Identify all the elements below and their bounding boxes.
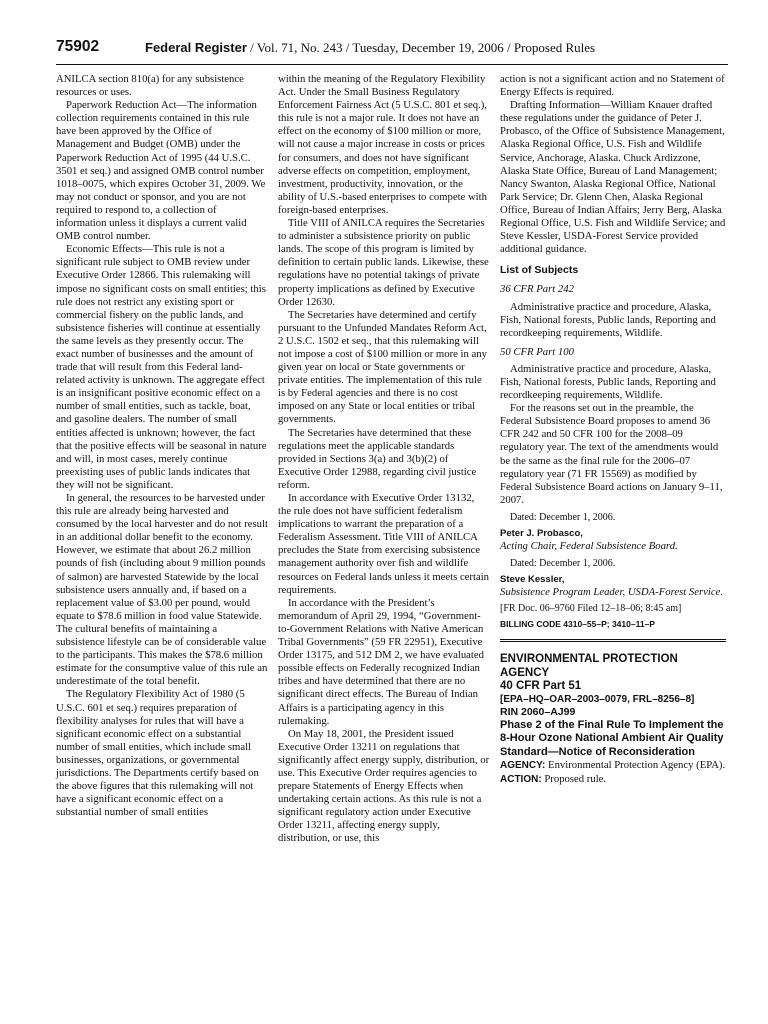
- page-number: 75902: [56, 38, 100, 55]
- action-line: [500, 773, 726, 786]
- column-3: [500, 73, 726, 786]
- cfr-part-number: 40 CFR Part 51: [500, 679, 582, 692]
- agency-value: Environmental Protection Agency (EPA).: [545, 759, 726, 772]
- page-header: [56, 38, 728, 65]
- rule-title: Phase 2 of the Final Rule To Implement the 8-Hour Ozone National Ambient Air Quality Standard—Notice of Reconsideration: [500, 718, 724, 758]
- subjects-list: Administrative practice and procedure, Alaska, Fish, National forests, Public lands, Reporting and recordkeeping requirements, Wildlife.: [500, 362, 716, 402]
- paragraph: Title VIII of ANILCA requires the Secretaries to administer a subsistence priority on public lands. The scope of this program is limited by definition to certain public lands. Likewise, these regulations have no potential takings of private property implications as defined by Executive Order 12630.: [278, 217, 489, 308]
- paragraph: The Regulatory Flexibility Act of 1980 (5 U.S.C. 601 et seq.) requires preparation of flexibility analyses for rules that will have a significant economic effect on a substantial number of small entities, which include small businesses, organizations, or governmental jurisdictions. The Departments certify based on the above figures that this rulemaking will not have a significant economic effect on a substantial number of small entities: [56, 688, 259, 819]
- publication-name: Federal Register: [145, 40, 247, 55]
- paragraph: In accordance with Executive Order 13132, the rule does not have sufficient federalism implications to warrant the preparation of a Federalism Assessment. Title VIII of ANILCA precludes the State from exercising subsistence management authority over fish and wildlife resources on Federal lands unless it meets certain requirements.: [278, 492, 490, 596]
- docket-number: [EPA–HQ–OAR–2003–0079, FRL–8256–8]: [500, 693, 695, 705]
- paragraph: On May 18, 2001, the President issued Executive Order 13211 on regulations that significantly affect energy supply, distribution, or use. This Executive Order requires agencies to prepare Statements of Energy Effects when undertaking certain actions. As this rule is not a significant regulatory action under Executive Order 13211, affecting energy supply, distribution, or use, this: [278, 727, 490, 845]
- dated-line: Dated: December 1, 2006.: [510, 558, 616, 570]
- dated-line: Dated: December 1, 2006.: [510, 511, 616, 523]
- rin-number: RIN 2060–AJ99: [500, 705, 576, 718]
- column-2: [278, 73, 490, 846]
- paragraph: In general, the resources to be harvested under this rule are already being harvested and consumed by the local harvester and do not result in an additional dollar benefit to the economy. However, we estimate that about 26.2 million pounds of fish (including about 9 million pounds of salmon) are harvested Statewide by the local subsistence users annually and, if based on a replacement value of $3.00 per pound, would equate to $78.6 million in food value Statewide. The cultural benefits of maintaining a subsistence lifestyle can be of considerable value to the participants. This makes the $78.6 million estimate for the consumptive value of this rule an underestimate of the total benefit.: [56, 492, 268, 688]
- paragraph: In accordance with the President’s memorandum of April 29, 1994, “Government-to-Government Relations with Native American Tribal Governments” (59 FR 22951), Executive Order 13175, and 512 DM 2, we have evaluated possible effects on Federally recognized Indian tribes and have determined that there are no significant direct effects. The Bureau of Indian Affairs is a participating agency in this rulemaking.: [278, 596, 484, 727]
- agency-label: AGENCY:: [500, 760, 546, 772]
- header-info: [145, 40, 595, 56]
- paragraph: The Secretaries have determined and certify pursuant to the Unfunded Mandates Reform Act, 2 U.S.C. 1502 et seq., that this rulemaking will not impose a cost of $100 million or more in any given year on local or State governments or private entities. The implementation of this rule is by Federal agencies and there is no cost imposed on any State or local entities or tribal governments.: [278, 308, 487, 426]
- subjects-list: Administrative practice and procedure, Alaska, Fish, National forests, Public lands, Reporting and recordkeeping requirements, Wildlife.: [500, 300, 716, 339]
- action-label: ACTION:: [500, 773, 542, 785]
- paragraph: action is not a significant action and no Statement of Energy Effects is required.: [500, 73, 725, 99]
- billing-code: BILLING CODE 4310–55–P; 3410–11–P: [500, 618, 655, 629]
- signer-title: Acting Chair, Federal Subsistence Board.: [500, 540, 678, 553]
- list-of-subjects-heading: List of Subjects: [500, 264, 579, 277]
- cfr-part-heading: 36 CFR Part 242: [500, 283, 574, 296]
- agency-heading: ENVIRONMENTAL PROTECTION AGENCY: [500, 652, 678, 679]
- column-1: [56, 73, 268, 819]
- signer-title: Subsistence Program Leader, USDA-Forest Service.: [500, 586, 724, 599]
- agency-line: [500, 759, 726, 772]
- signer-name: Peter J. Probasco,: [500, 528, 583, 539]
- cfr-part-heading: 50 CFR Part 100: [500, 345, 574, 358]
- paragraph: The Secretaries have determined that these regulations meet the applicable standards provided in Sections 3(a) and 3(b)(2) of Executive Order 12988, regarding civil justice reform.: [278, 426, 477, 491]
- issue-details: / Vol. 71, No. 243 / Tuesday, December 19, 2006 / Proposed Rules: [246, 40, 596, 55]
- action-value: Proposed rule.: [541, 772, 607, 785]
- paragraph: Economic Effects—This rule is not a significant rule subject to OMB review under Executive Order 12866. This rulemaking will impose no significant costs on small entities; this rule does not restrict any existing sport or commercial fishery on the public lands, and subsistence fisheries will continue at essentially the same levels as they presently occur. The exact number of businesses and the amount of trade that will result from this Federal land-related activity is unknown. The aggregate effect is an insignificant positive economic effect on a number of small entities, such as tackle, boat, and gasoline dealers. The number of small entities affected is unknown; however, the fact that the positive effects will be seasonal in nature and will, in most cases, merely continue preexisting uses of public lands indicates that they will not be significant.: [56, 243, 267, 491]
- drafting-information: Drafting Information—William Knauer drafted these regulations under the guidance of Peter J. Probasco, of the Office of Subsistence Management, Alaska Regional Office, U.S. Fish and Wildlife Service, Anchorage, Alaska. Chuck Ardizzone, Alaska State Office, Bureau of Land Management; Nancy Swanton, Alaska Regional Office, National Park Service; Dr. Glenn Chen, Alaska Regional Office, Bureau of Indian Affairs; Jerry Berg, Alaska Regional Office, U.S. Fish and Wildlife Service; and Steve Kessler, USDA-Forest Service provided additional guidance.: [500, 99, 726, 256]
- section-divider: [500, 639, 726, 642]
- fr-doc-line: [FR Doc. 06–9760 Filed 12–18–06; 8:45 am]: [500, 603, 682, 615]
- paragraph: ANILCA section 810(a) for any subsistence resources or uses.: [56, 73, 244, 99]
- signer-name: Steve Kessler,: [500, 574, 565, 586]
- paragraph: For the reasons set out in the preamble, the Federal Subsistence Board proposes to amend 36 CFR 242 and 50 CFR 100 for the 2008–09 regulatory year. The text of the amendments would be the same as the final rule for the 2006–07 regulatory year (71 FR 15569) as modified by Federal Subsistence Board actions on January 9–11, 2007.: [500, 402, 723, 506]
- paragraph: within the meaning of the Regulatory Flexibility Act. Under the Small Business Regulatory Enforcement Fairness Act (5 U.S.C. 801 et seq.), this rule is not a major rule. It does not have an effect on the economy of $100 million or more, will not cause a major increase in costs or prices for consumers, and does not have significant adverse effects on competition, employment, investment, productivity, innovation, or the ability of U.S.-based enterprises to compete with foreign-based enterprises.: [278, 73, 487, 216]
- paragraph: Paperwork Reduction Act—The information collection requirements contained in this rule have been approved by the Office of Management and Budget (OMB) under the Paperwork Reduction Act of 1995 (44 U.S.C. 3501 et seq.) and assigned OMB control number 1018–0075, which expires October 31, 2009. We may not conduct or sponsor, and you are not required to respond to, a collection of information unless it displays a current valid OMB control number.: [56, 99, 266, 243]
